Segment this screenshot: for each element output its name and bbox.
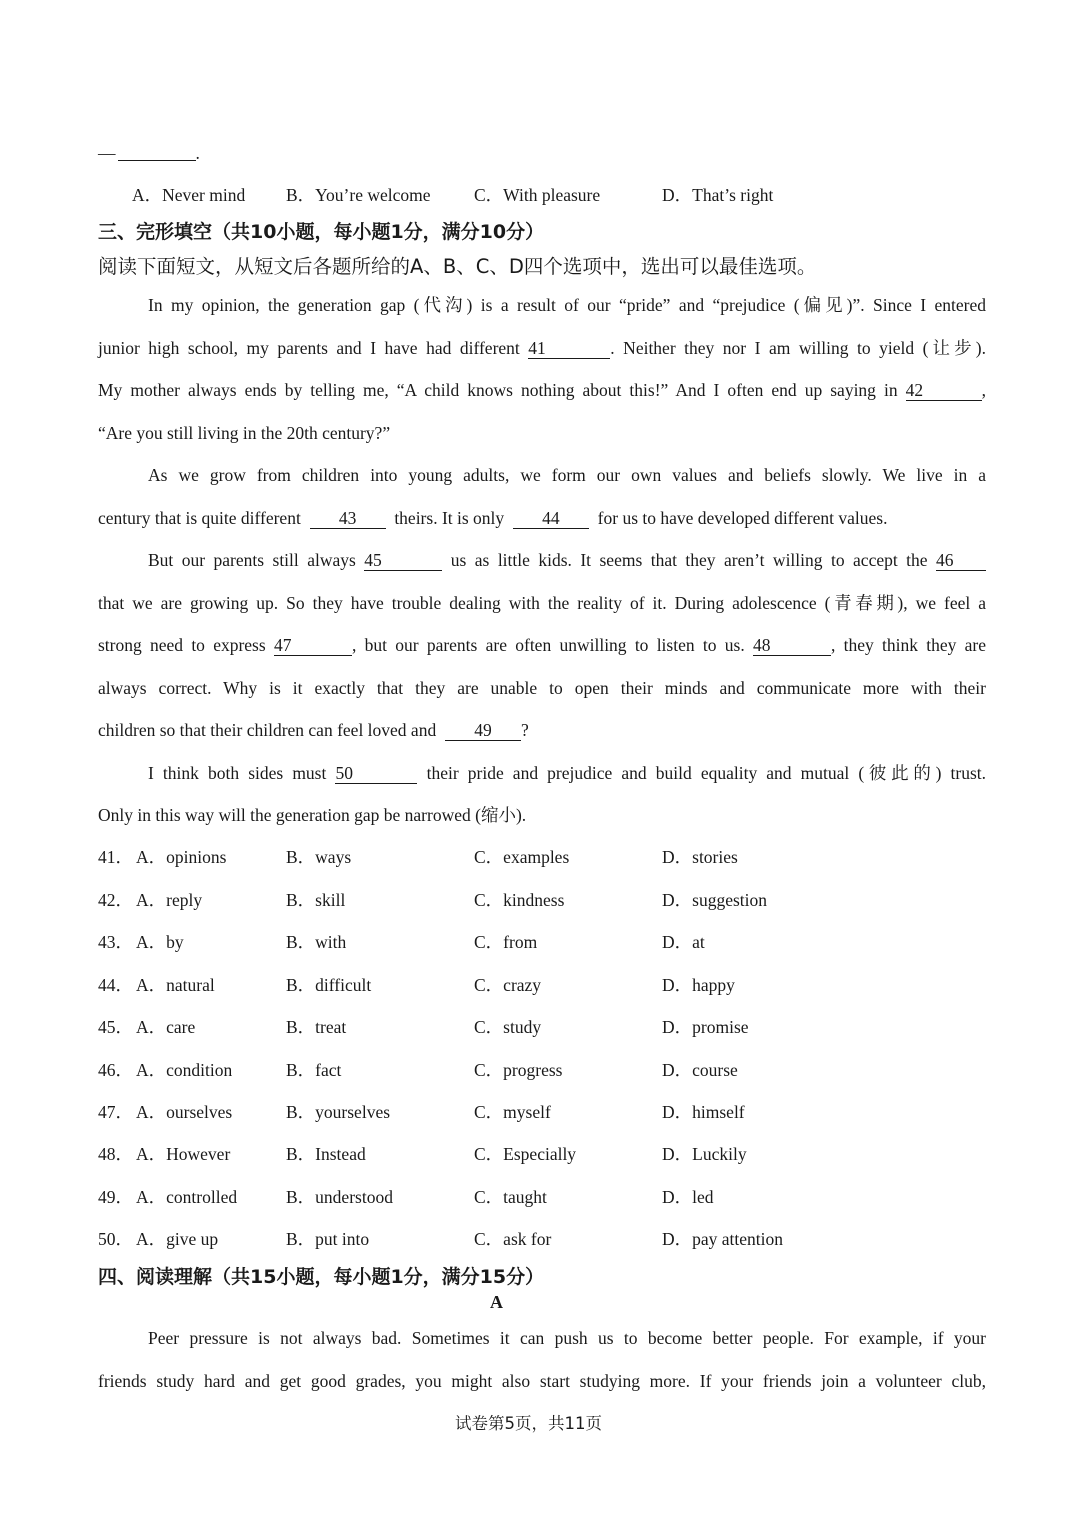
option-c: C．myself (474, 1102, 551, 1122)
option-b: B．Instead (286, 1144, 366, 1164)
question-row (98, 1227, 986, 1251)
blank-44: 44 (513, 508, 589, 529)
question-number: 46． (98, 1060, 133, 1080)
passage-line: As we grow from children into young adults, we form our own values and beliefs slowly. We live in a (148, 465, 986, 485)
question-number: 43． (98, 932, 133, 952)
option-a: A．Never mind (132, 185, 246, 205)
option-d: D．Luckily (662, 1144, 747, 1164)
passage-line: “Are you still living in the 20th century?” (98, 423, 391, 443)
option-b: B．fact (286, 1060, 342, 1080)
question-row (98, 1185, 986, 1209)
question-number: 41． (98, 847, 133, 867)
blank-42: 42 (906, 380, 982, 401)
option-c: C．ask for (474, 1229, 552, 1249)
option-a: A．give up (136, 1229, 219, 1249)
question-row (98, 845, 986, 869)
blank-48: 48 (753, 635, 831, 656)
passage-line: Peer pressure is not always bad. Sometimes it can push us to become better people. For example, if your (148, 1328, 986, 1348)
question-number: 45． (98, 1017, 133, 1037)
question-row (98, 1015, 986, 1039)
dialog-dash: — (98, 143, 116, 163)
blank-41: 41 (528, 338, 610, 359)
section-4-title: 四、阅读理解（共15小题，每小题1分，满分15分） (98, 1266, 545, 1288)
option-a: A．reply (136, 890, 203, 910)
blank-50: 50 (335, 763, 417, 784)
question-number: 44． (98, 975, 133, 995)
option-b: B．ways (286, 847, 352, 867)
option-a: A．condition (136, 1060, 233, 1080)
option-d: D．That’s right (662, 185, 774, 205)
option-d: D．led (662, 1187, 714, 1207)
question-number: 50． (98, 1229, 133, 1249)
option-d: D．suggestion (662, 890, 767, 910)
option-b: B．understood (286, 1187, 393, 1207)
question-row (98, 973, 986, 997)
option-b: B．You’re welcome (286, 185, 431, 205)
blank-46: 46 (936, 550, 986, 571)
passage-a-title: A (490, 1292, 503, 1312)
option-d: D．happy (662, 975, 735, 995)
question-number: 42． (98, 890, 133, 910)
option-b: B．difficult (286, 975, 372, 995)
option-c: C．progress (474, 1060, 563, 1080)
option-c: C．taught (474, 1187, 547, 1207)
option-b: B．put into (286, 1229, 370, 1249)
question-row (98, 930, 986, 954)
passage-line: In my opinion, the generation gap (代沟) is a result of our “pride” and “prejudice (偏见)”. Since I entered (148, 295, 986, 315)
blank-43: 43 (310, 508, 386, 529)
blank-47: 47 (274, 635, 352, 656)
question-number: 47． (98, 1102, 133, 1122)
option-a: A．by (136, 932, 184, 952)
passage-line: But our parents still always 45 us as little kids. It seems that they aren’t willing to accept the 46 (148, 548, 986, 572)
passage-line: junior high school, my parents and I have had different 41 . Neither they nor I am willing to yield (让步). (98, 338, 987, 358)
section-3-title: 三、完形填空（共10小题，每小题1分，满分10分） (98, 221, 545, 243)
option-b: B．with (286, 932, 347, 952)
question-row (98, 1142, 986, 1166)
passage-line: children so that their children can feel loved and 49 ? (98, 720, 529, 740)
option-a: A．However (136, 1144, 231, 1164)
option-c: C．With pleasure (474, 185, 601, 205)
option-c: C．crazy (474, 975, 542, 995)
passage-line: strong need to express 47 , but our parents are often unwilling to listen to us. 48 , they think they are (98, 635, 986, 655)
option-a: A．care (136, 1017, 196, 1037)
option-a: A．ourselves (136, 1102, 233, 1122)
question-row (98, 1058, 986, 1082)
prev-question-stem (98, 142, 200, 164)
option-b: B．yourselves (286, 1102, 391, 1122)
option-c: C．kindness (474, 890, 565, 910)
page-footer: 试卷第5页，共11页 (455, 1414, 602, 1433)
option-a: A．opinions (136, 847, 227, 867)
option-d: D．himself (662, 1102, 745, 1122)
question-number: 49． (98, 1187, 133, 1207)
option-a: A．controlled (136, 1187, 238, 1207)
passage-line: I think both sides must 50 their pride and prejudice and build equality and mutual (彼此的) trust. (148, 763, 987, 783)
option-a: A．natural (136, 975, 215, 995)
question-row (98, 888, 986, 912)
blank-49: 49 (445, 720, 521, 741)
prev-question-options (98, 183, 986, 207)
option-c: C．examples (474, 847, 570, 867)
blank-45: 45 (364, 550, 442, 571)
passage-line: always correct. Why is it exactly that they are unable to open their minds and communicate more with their (98, 678, 986, 698)
option-d: D．course (662, 1060, 738, 1080)
option-b: B．treat (286, 1017, 347, 1037)
passage-line: that we are growing up. So they have trouble dealing with the reality of it. During adolescence (青春期), we feel a (98, 593, 986, 613)
passage-line: My mother always ends by telling me, “A child knows nothing about this!” And I often end up saying in 42 , (98, 380, 987, 400)
passage-line: friends study hard and get good grades, you might also start studying more. If your friends join a volunteer club, (98, 1371, 986, 1391)
answer-blank (118, 142, 196, 161)
option-c: C．from (474, 932, 538, 952)
option-b: B．skill (286, 890, 346, 910)
section-3-instruction: 阅读下面短文，从短文后各题所给的A、B、C、D四个选项中，选出可以最佳选项。 (98, 255, 817, 278)
stem-period: . (195, 143, 200, 163)
option-d: D．promise (662, 1017, 749, 1037)
question-row (98, 1100, 986, 1124)
option-d: D．pay attention (662, 1229, 784, 1249)
question-number: 48． (98, 1144, 133, 1164)
option-c: C．study (474, 1017, 542, 1037)
option-d: D．at (662, 932, 705, 952)
passage-line: Only in this way will the generation gap be narrowed (缩小). (98, 805, 527, 825)
option-d: D．stories (662, 847, 738, 867)
passage-line: century that is quite different 43 theirs. It is only 44 for us to have developed different values. (98, 508, 888, 528)
option-c: C．Especially (474, 1144, 577, 1164)
